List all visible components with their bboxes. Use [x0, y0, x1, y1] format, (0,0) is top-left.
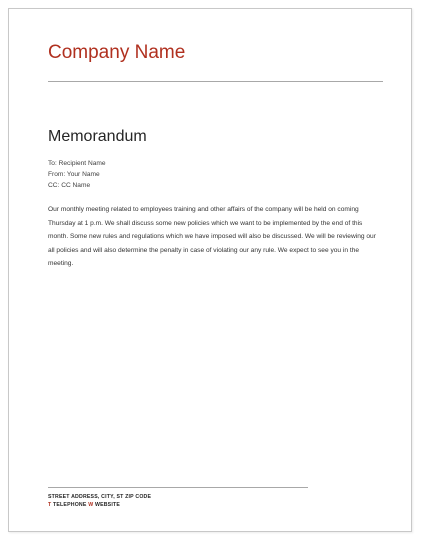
footer-contact-line [48, 501, 151, 509]
memo-body: Our monthly meeting related to employees training and other affairs of the company will be held on coming Thursday at 1 p.m. We shall discuss some new policies which we want to be implemented by the end of this month. Some new rules and regulations which we have imposed will also be discussed. We will be reviewing our all policies and will also determine the penalty in case of violating our any rule. We expect to see you in the meeting. [48, 206, 376, 268]
footer-website: WEBSITE [94, 502, 121, 508]
memo-to: To: Recipient Name [48, 160, 106, 167]
memo-from: From: Your Name [48, 171, 100, 178]
telephone-marker: T [48, 502, 52, 508]
footer-divider [48, 487, 308, 488]
memo-title: Memorandum [48, 128, 147, 145]
memo-recipients [48, 158, 106, 191]
website-marker: W [88, 502, 94, 508]
memo-cc: CC: CC Name [48, 182, 91, 189]
company-name: Company Name [48, 42, 186, 63]
header-divider [48, 81, 383, 82]
footer-telephone: TELEPHONE [53, 502, 87, 508]
footer-address: STREET ADDRESS, CITY, ST ZIP CODE [48, 494, 152, 500]
footer-contact [48, 493, 151, 509]
document-page [8, 8, 412, 532]
